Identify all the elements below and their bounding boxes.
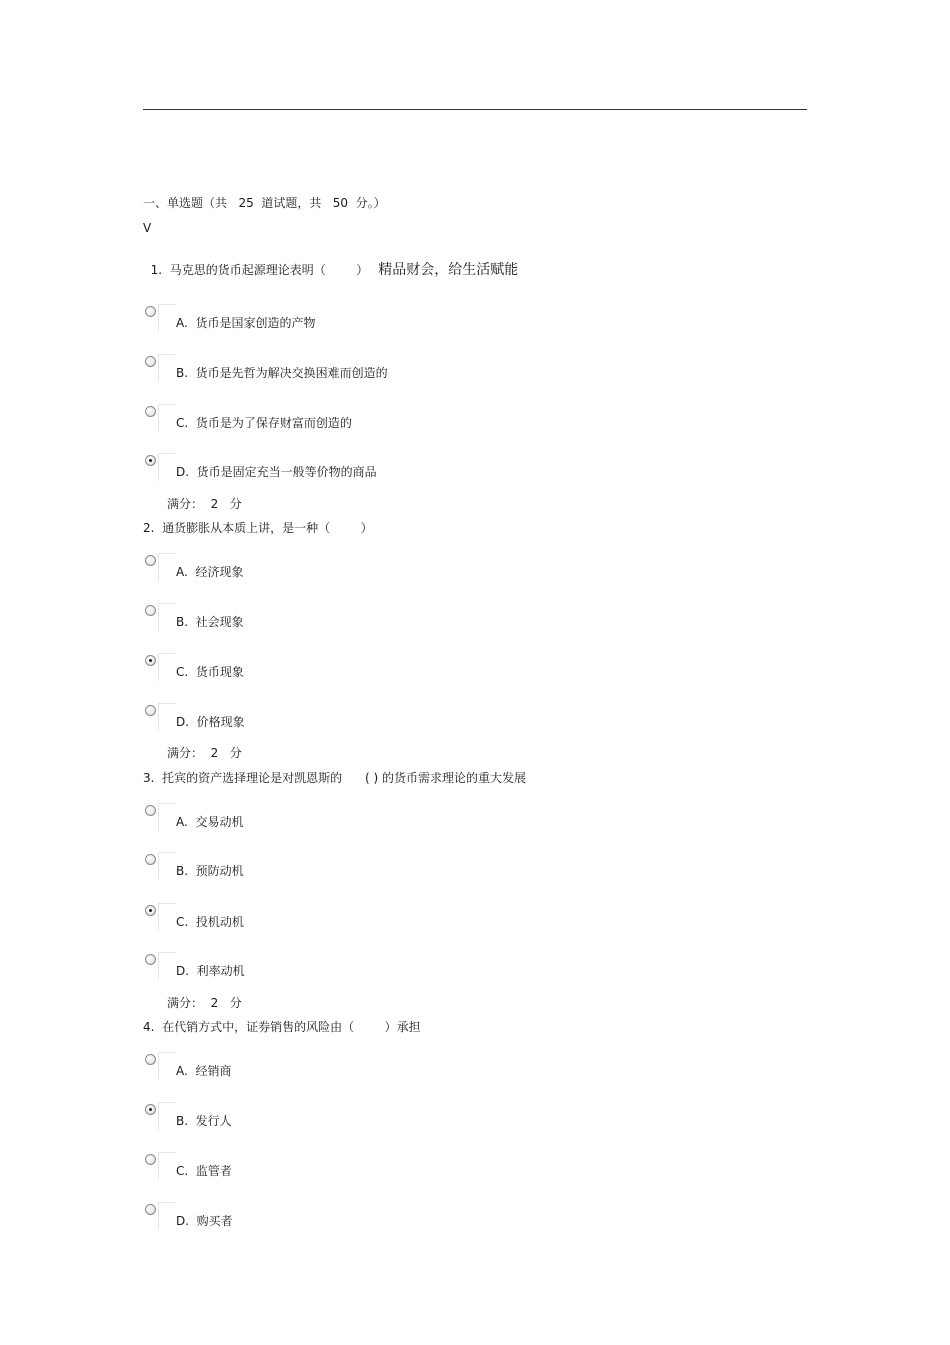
radio-button[interactable] <box>145 954 156 965</box>
question-4-option-b[interactable] <box>143 1102 543 1130</box>
option-divider <box>158 1202 175 1230</box>
question-2-option-d[interactable] <box>143 703 543 731</box>
radio-button[interactable] <box>145 805 156 816</box>
option-label: B. 货币是先哲为解决交换困难而创造的 <box>176 366 388 380</box>
option-label: A. 货币是国家创造的产物 <box>176 316 316 330</box>
option-divider <box>158 653 175 681</box>
radio-button[interactable] <box>145 555 156 566</box>
question-1-option-c[interactable] <box>143 404 543 432</box>
option-divider <box>158 703 175 731</box>
option-divider <box>158 553 175 581</box>
question-4-option-c[interactable] <box>143 1152 543 1180</box>
option-divider <box>158 1102 175 1130</box>
option-label: D. 利率动机 <box>176 964 245 978</box>
answer-marker: V <box>143 221 152 235</box>
option-divider <box>158 1052 175 1080</box>
question-2-option-a[interactable] <box>143 553 543 581</box>
option-label: A. 交易动机 <box>176 815 244 829</box>
question-1-option-d[interactable] <box>143 453 543 481</box>
option-divider <box>158 354 175 382</box>
question-2-stem: 2. 通货膨胀从本质上讲，是一种（ ） <box>143 521 373 535</box>
radio-button[interactable] <box>145 705 156 716</box>
question-4-option-a[interactable] <box>143 1052 543 1080</box>
option-label: A. 经济现象 <box>176 565 244 579</box>
option-divider <box>158 404 175 432</box>
option-divider <box>158 952 175 980</box>
question-4-option-d[interactable] <box>143 1202 543 1230</box>
question-1-option-b[interactable] <box>143 354 543 382</box>
radio-button[interactable] <box>145 1154 156 1165</box>
option-divider <box>158 1152 175 1180</box>
option-label: C. 监管者 <box>176 1164 232 1178</box>
option-label: C. 货币现象 <box>176 665 244 679</box>
radio-button[interactable] <box>145 854 156 865</box>
option-divider <box>158 803 175 831</box>
question-2-option-c[interactable] <box>143 653 543 681</box>
option-divider <box>158 603 175 631</box>
option-divider <box>158 903 175 931</box>
radio-button[interactable] <box>145 1204 156 1215</box>
section-title: 一、单选题（共 25 道试题，共 50 分。） <box>143 196 386 210</box>
option-label: A. 经销商 <box>176 1064 232 1078</box>
option-divider <box>158 304 175 332</box>
radio-button[interactable] <box>145 406 156 417</box>
radio-button[interactable] <box>145 306 156 317</box>
question-3-score: 满分： 2 分 <box>167 996 242 1010</box>
option-label: B. 社会现象 <box>176 615 244 629</box>
question-3-option-b[interactable] <box>143 852 543 880</box>
option-label: C. 投机动机 <box>176 915 244 929</box>
question-3-option-c[interactable] <box>143 903 543 931</box>
question-stem-text: 1. 马克思的货币起源理论表明（ ） <box>150 263 369 277</box>
radio-button-selected[interactable] <box>145 1104 156 1115</box>
option-label: B. 预防动机 <box>176 864 244 878</box>
option-label: D. 购买者 <box>176 1214 233 1228</box>
question-3-option-a[interactable] <box>143 803 543 831</box>
radio-button[interactable] <box>145 1054 156 1065</box>
radio-button-selected[interactable] <box>145 655 156 666</box>
question-1-stem <box>143 246 518 278</box>
watermark-text: 精品财会，给生活赋能 <box>378 262 519 278</box>
question-3-option-d[interactable] <box>143 952 543 980</box>
radio-button-selected[interactable] <box>145 455 156 466</box>
question-1-score: 满分： 2 分 <box>167 497 242 511</box>
radio-button-selected[interactable] <box>145 905 156 916</box>
option-divider <box>158 453 175 481</box>
option-label: D. 价格现象 <box>176 715 245 729</box>
option-label: C. 货币是为了保存财富而创造的 <box>176 416 352 430</box>
question-1-option-a[interactable] <box>143 304 543 332</box>
option-label: D. 货币是固定充当一般等价物的商品 <box>176 465 377 479</box>
question-3-stem: 3. 托宾的资产选择理论是对凯恩斯的 ( ) 的货币需求理论的重大发展 <box>143 771 526 785</box>
radio-button[interactable] <box>145 605 156 616</box>
header-rule <box>143 109 807 110</box>
question-2-option-b[interactable] <box>143 603 543 631</box>
option-divider <box>158 852 175 880</box>
question-2-score: 满分： 2 分 <box>167 746 242 760</box>
option-label: B. 发行人 <box>176 1114 232 1128</box>
radio-button[interactable] <box>145 356 156 367</box>
question-4-stem: 4. 在代销方式中，证券销售的风险由（ ）承担 <box>143 1020 421 1034</box>
